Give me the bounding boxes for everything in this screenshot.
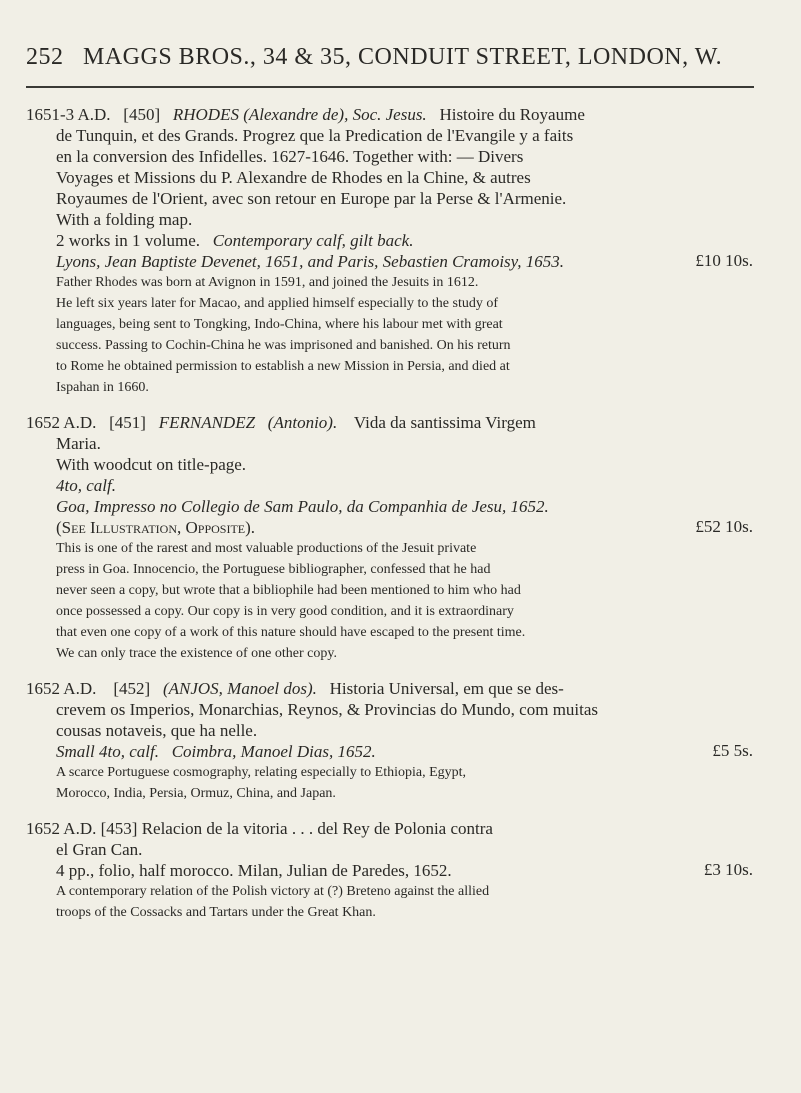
header-rule	[26, 86, 754, 88]
entry-heading	[26, 678, 564, 699]
entry-author-detail: (Antonio).	[267, 413, 338, 432]
entry-detail: 4to, calf.	[56, 476, 116, 495]
entry-note: press in Goa. Innocencio, the Portuguese bibliographer, confessed that he had	[56, 562, 491, 577]
entry-author: RHODES	[172, 105, 239, 124]
entry-note: He left six years later for Macao, and applied himself especially to the study of	[56, 296, 499, 311]
entry-detail: With a folding map.	[56, 210, 193, 229]
entry-title-line: de Tunquin, et des Grands. Progrez que la Predication de l'Evangile y a faits	[56, 126, 574, 145]
entry-heading	[26, 412, 536, 433]
entry-date: 1651-3 A.D.	[26, 105, 111, 124]
entry-title-line: Maria.	[56, 434, 101, 453]
entry-title-line: Historia Universal, em que se des-	[329, 679, 564, 698]
entry-author: (ANJOS, Manoel dos).	[162, 679, 317, 698]
entry-number: [452]	[113, 679, 151, 698]
entry-note: success. Passing to Cochin-China he was imprisoned and banished. On his return	[56, 338, 511, 353]
entry-note: Ispahan in 1660.	[56, 380, 149, 395]
entry-author: FERNANDEZ	[158, 413, 256, 432]
entry-number: [450]	[123, 105, 161, 124]
entry-title-line: Vida da santissima Virgem	[353, 413, 536, 432]
entry-date: 1652 A.D.	[26, 679, 97, 698]
entry-date: 1652 A.D.	[26, 413, 97, 432]
entry-note: Morocco, India, Persia, Ormuz, China, and Japan.	[56, 786, 336, 801]
entry-price: £5 5s.	[712, 741, 753, 760]
entry-detail: 2 works in 1 volume. Contemporary calf, gilt back.	[56, 231, 414, 250]
entry-heading	[26, 104, 585, 125]
entry-note: We can only trace the existence of one other copy.	[56, 646, 337, 661]
entry-note: never seen a copy, but wrote that a bibliophile had been mentioned to him who had	[56, 583, 521, 598]
entry-note: A contemporary relation of the Polish victory at (?) Breteno against the allied	[56, 884, 490, 899]
entry-detail: 4 pp., folio, half morocco. Milan, Julian de Paredes, 1652.	[56, 861, 452, 880]
entry-note: once possessed a copy. Our copy is in very good condition, and it is extraordinary	[56, 604, 514, 619]
entry-title-line: Histoire du Royaume	[439, 105, 585, 124]
entry-title-line: cousas notaveis, que ha nelle.	[56, 721, 258, 740]
entry-price: £10 10s.	[695, 251, 753, 270]
entry-detail: Small 4to, calf. Coimbra, Manoel Dias, 1652.	[56, 742, 376, 761]
entry-author-detail: (Alexandre de), Soc. Jesus.	[243, 105, 427, 124]
entry-price: £3 10s.	[703, 860, 753, 879]
running-title: MAGGS BROS., 34 & 35, CONDUIT STREET, LONDON, W.	[83, 44, 723, 70]
entry-note: This is one of the rarest and most valuable productions of the Jesuit private	[56, 541, 477, 556]
entry-title-line: el Gran Can.	[56, 840, 143, 859]
entry-note: that even one copy of a work of this nature should have escaped to the present time.	[56, 625, 526, 640]
entry-title-line: Royaumes de l'Orient, avec son retour en Europe par la Perse & l'Armenie.	[56, 189, 567, 208]
entry-number: [451]	[109, 413, 146, 432]
entry-note: to Rome he obtained permission to establish a new Mission in Persia, and died at	[56, 359, 510, 374]
entry-heading	[26, 818, 493, 839]
entry-note: languages, being sent to Tongking, Indo-China, where his labour met with great	[56, 317, 503, 332]
entry-reference: (See Illustration, Opposite).	[56, 518, 256, 537]
entry-note: A scarce Portuguese cosmography, relating especially to Ethiopia, Egypt,	[56, 765, 467, 780]
entry-title-line: Relacion de la vitoria . . . del Rey de Polonia contra	[141, 819, 493, 838]
entry-imprint: Goa, Impresso no Collegio de Sam Paulo, da Companhia de Jesu, 1652.	[56, 497, 549, 516]
page-number: 252	[26, 44, 64, 70]
entry-number: [453]	[100, 819, 138, 838]
entry-imprint: Lyons, Jean Baptiste Devenet, 1651, and Paris, Sebastien Cramoisy, 1653.	[56, 252, 565, 271]
entry-note: troops of the Cossacks and Tartars under the Great Khan.	[56, 905, 376, 920]
running-head	[26, 44, 786, 71]
entry-title-line: Voyages et Missions du P. Alexandre de Rhodes en la Chine, & autres	[56, 168, 531, 187]
entry-date: 1652 A.D.	[26, 819, 97, 838]
entry-price: £52 10s.	[695, 517, 753, 536]
entry-note: Father Rhodes was born at Avignon in 1591, and joined the Jesuits in 1612.	[56, 275, 479, 290]
entry-title-line: en la conversion des Infidelles. 1627-1646. Together with: — Divers	[56, 147, 524, 166]
entry-detail: With woodcut on title-page.	[56, 455, 247, 474]
entry-title-line: crevem os Imperios, Monarchias, Reynos, & Provincias do Mundo, com muitas	[56, 700, 599, 719]
